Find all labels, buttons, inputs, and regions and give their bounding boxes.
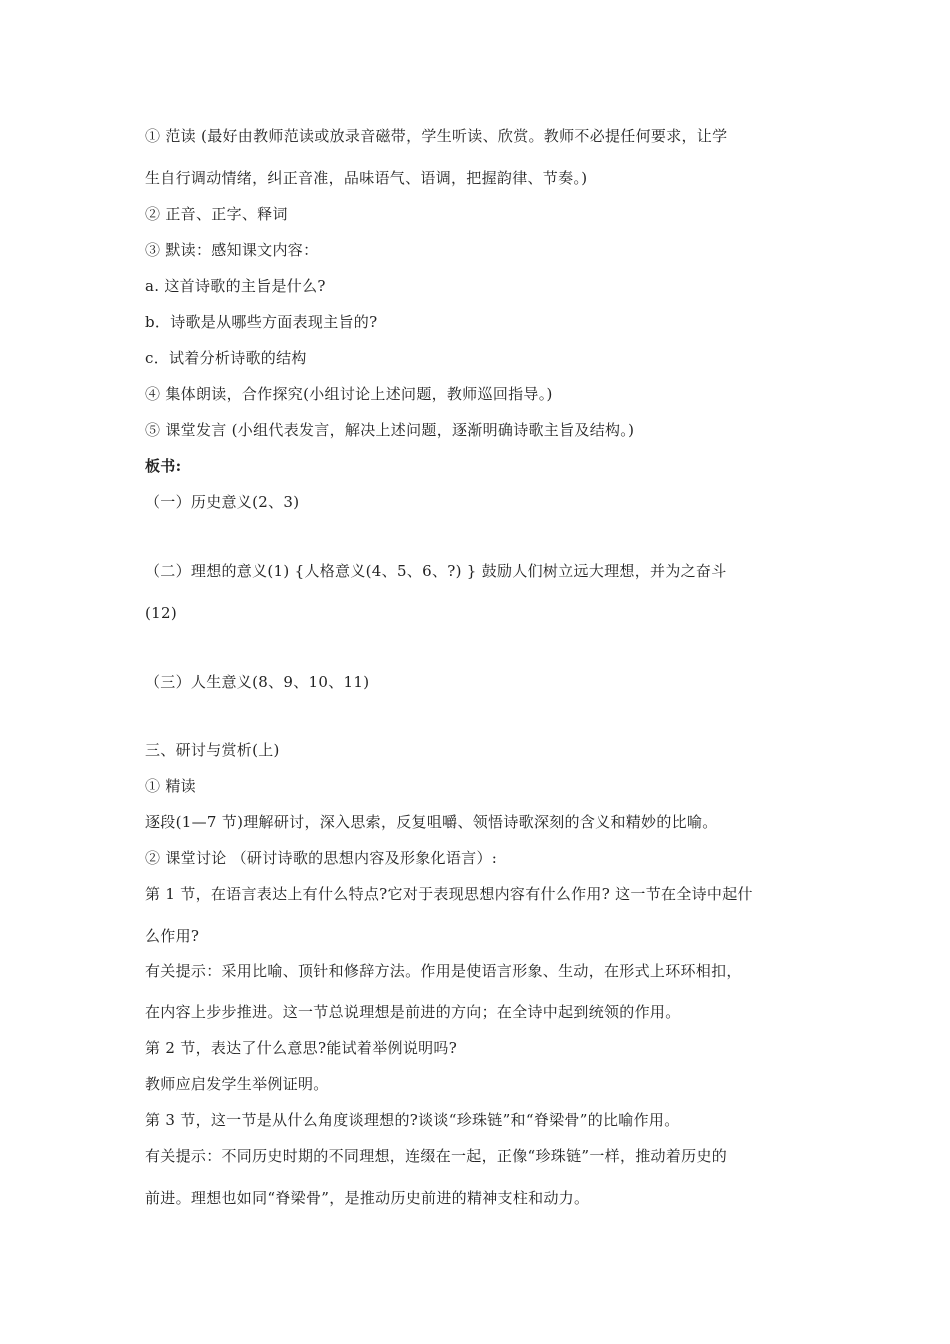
banshu-item-2-line1: （二）理想的意义(1) {人格意义(4、5、6、?) } 鼓励人们树立远大理想，并为之奋斗 [145, 562, 727, 580]
verse-1-hint-line2: 在内容上步步推进。这一节总说理想是前进的方向；在全诗中起到统领的作用。 [145, 1003, 681, 1021]
step-2-zhengyin: ② 正音、正字、释词 [145, 205, 288, 223]
jingdu-description: 逐段(1—7 节)理解研讨，深入思索，反复咀嚼、领悟诗歌深刻的含义和精妙的比喻。 [145, 813, 718, 831]
section-3-heading: 三、研讨与赏析(上) [145, 741, 280, 759]
step-1-fandu-line1: ① 范读 (最好由教师范读或放录音磁带，学生听读、欣赏。教师不必提任何要求，让学 [145, 127, 728, 145]
verse-3-hint-line1: 有关提示：不同历史时期的不同理想，连缀在一起，正像“珍珠链”一样，推动着历史的 [145, 1147, 728, 1165]
banshu-item-1: （一）历史意义(2、3) [145, 493, 300, 511]
verse-3-question: 第 3 节，这一节是从什么角度谈理想的?谈谈“珍珠链”和“脊梁骨”的比喻作用。 [145, 1111, 680, 1129]
verse-1-hint-line1: 有关提示：采用比喻、顶针和修辞方法。作用是使语言形象、生动，在形式上环环相扣， [145, 962, 742, 980]
verse-3-hint-line2: 前进。理想也如同“脊梁骨”，是推动历史前进的精神支柱和动力。 [145, 1189, 590, 1207]
step-5-ketang-fayan: ⑤ 课堂发言 (小组代表发言，解决上述问题，逐渐明确诗歌主旨及结构。) [145, 421, 635, 439]
question-c: c．试着分析诗歌的结构 [145, 349, 307, 367]
verse-2-question: 第 2 节，表达了什么意思?能试着举例说明吗? [145, 1039, 458, 1057]
verse-1-question-line2: 么作用? [145, 927, 200, 945]
step-1-fandu-line2: 生自行调动情绪，纠正音准，品味语气、语调，把握韵律、节奏。) [145, 169, 588, 187]
step-2-ketang-taolun: ② 课堂讨论 （研讨诗歌的思想内容及形象化语言）: [145, 849, 498, 867]
question-a: a. 这首诗歌的主旨是什么? [145, 277, 326, 295]
verse-2-hint: 教师应启发学生举例证明。 [145, 1075, 329, 1093]
verse-1-question-line1: 第 1 节，在语言表达上有什么特点?它对于表现思想内容有什么作用? 这一节在全诗中起什 [145, 885, 753, 903]
banshu-heading: 板书: [145, 457, 182, 475]
banshu-item-3: （三）人生意义(8、9、10、11) [145, 673, 370, 691]
step-1-jingdu: ① 精读 [145, 777, 196, 795]
question-b: b．诗歌是从哪些方面表现主旨的? [145, 313, 378, 331]
step-4-jiti-langdu: ④ 集体朗读，合作探究(小组讨论上述问题，教师巡回指导。) [145, 385, 553, 403]
step-3-modu: ③ 默读：感知课文内容： [145, 241, 319, 259]
banshu-item-2-line2: (12) [145, 604, 177, 622]
